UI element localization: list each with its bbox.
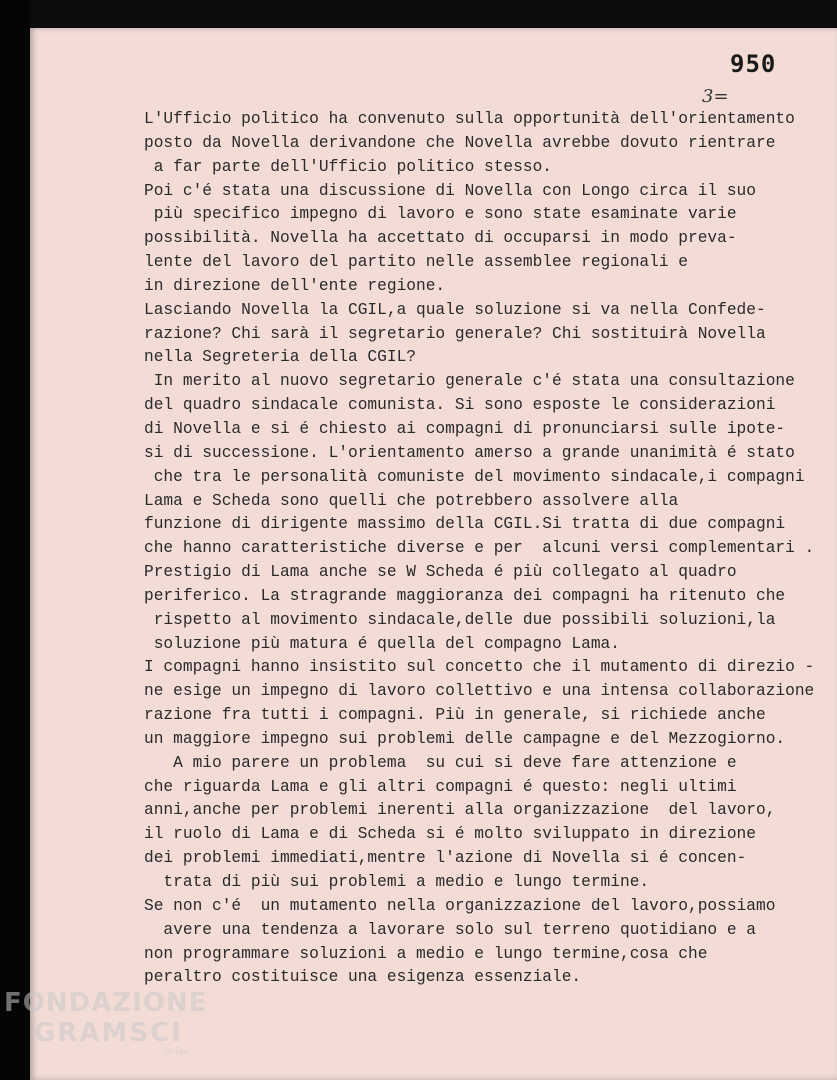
text-line: razione fra tutti i compagni. Più in generale, si richiede anche (144, 706, 766, 725)
watermark-line1: FONDAZIONE (4, 988, 208, 1018)
text-line: si di successione. L'orientamento amerso a grande unanimità é stato (144, 443, 795, 462)
document-page (30, 28, 837, 1080)
text-line: Poi c'é stata una discussione di Novella con Longo circa il suo (144, 181, 756, 200)
text-line: In merito al nuovo segretario generale c'é stata una consultazione (144, 372, 795, 391)
text-line: L'Ufficio politico ha convenuto sulla opportunità dell'orientamento (144, 110, 795, 128)
text-line: rispetto al movimento sindacale,delle due possibili soluzioni,la (144, 610, 776, 629)
text-line: soluzione più matura é quella del compagno Lama. (144, 634, 620, 653)
archive-watermark (4, 990, 207, 1057)
text-line: peraltro costituisce una esigenza essenziale. (144, 968, 582, 987)
text-line: Prestigio di Lama anche se W Scheda é più collegato al quadro (144, 563, 737, 582)
text-line: trata di più sui problemi a medio e lungo termine. (144, 873, 650, 891)
handwritten-note: 3= (702, 86, 729, 107)
text-line: Lama e Scheda sono quelli che potrebbero assolvere alla (144, 491, 679, 510)
text-line: nella Segreteria della CGIL? (144, 348, 416, 367)
text-line: a far parte dell'Ufficio politico stesso. (144, 157, 552, 176)
text-line: I compagni hanno insistito sul concetto che il mutamento di direzio - (144, 658, 815, 677)
text-line: Se non c'é un mutamento nella organizzazione del lavoro,possiamo (144, 896, 776, 915)
text-line: il ruolo di Lama e di Scheda si é molto sviluppato in direzione (144, 825, 756, 844)
text-line: funzione di dirigente massimo della CGIL.Si tratta di due compagni (144, 515, 786, 534)
text-line: che tra le personalità comuniste del movimento sindacale,i compagni (144, 467, 805, 486)
text-line: posto da Novella derivandone che Novella avrebbe dovuto rientrare (144, 133, 776, 152)
page-number: 950 (730, 50, 777, 78)
text-line: in direzione dell'ente regione. (144, 276, 446, 295)
binder-edge (0, 0, 30, 1080)
text-line: periferico. La stragrande maggioranza dei compagni ha ritenuto che (144, 586, 786, 605)
typewritten-body (144, 108, 824, 990)
text-line: che riguarda Lama e gli altri compagni é questo: negli ultimi (144, 777, 737, 796)
watermark-line3: onlus (164, 1047, 189, 1057)
text-line: più specifico impegno di lavoro e sono state esaminate varie (144, 205, 737, 224)
text-line: avere una tendenza a lavorare solo sul terreno quotidiano e a (144, 920, 756, 939)
text-line: razione? Chi sarà il segretario generale? Chi sostituirà Novella (144, 324, 766, 343)
text-line: lente del lavoro del partito nelle assemblee regionali e (144, 253, 688, 272)
text-line: non programmare soluzioni a medio e lungo termine,cosa che (144, 944, 708, 963)
text-line: un maggiore impegno sui problemi delle campagne e del Mezzogiorno. (144, 729, 786, 748)
text-line: dei problemi immediati,mentre l'azione di Novella si é concen- (144, 849, 747, 868)
watermark-line2: GRAMSCI (34, 1018, 183, 1048)
text-line: A mio parere un problema su cui si deve fare attenzione e (144, 753, 737, 772)
text-line: che hanno caratteristiche diverse e per alcuni versi complementari . (144, 539, 815, 558)
text-line: ne esige un impegno di lavoro collettivo e una intensa collaborazione (144, 682, 815, 701)
text-line: Lasciando Novella la CGIL,a quale soluzione si va nella Confede- (144, 300, 766, 319)
text-line: anni,anche per problemi inerenti alla organizzazione del lavoro, (144, 801, 776, 820)
text-line: possibilità. Novella ha accettato di occuparsi in modo preva- (144, 229, 737, 248)
text-line: del quadro sindacale comunista. Si sono esposte le considerazioni (144, 396, 776, 415)
text-line: di Novella e si é chiesto ai compagni di pronunciarsi sulle ipote- (144, 419, 786, 438)
